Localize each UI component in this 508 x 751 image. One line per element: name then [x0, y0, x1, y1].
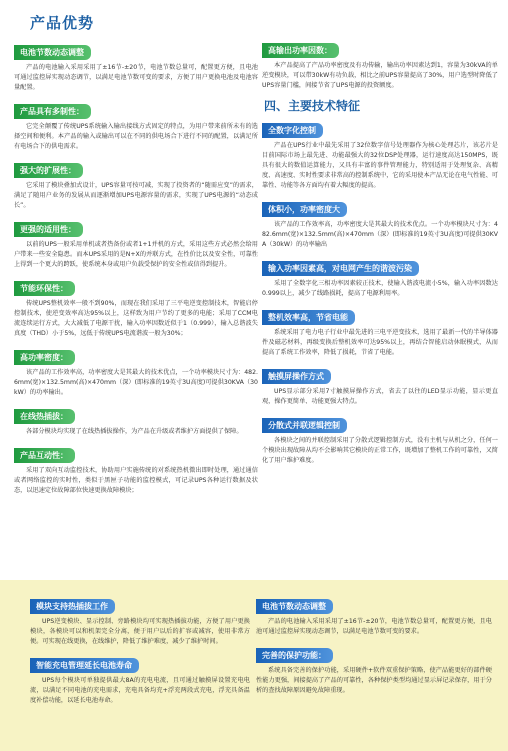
feature-tag: 产品具有多制性： — [14, 104, 91, 119]
feature-text: 它采用了模块叠加式设计，UPS容量可按可减，实现了投资者的“随需应变”的需求，满足了随用户业务的发展从而逐渐增加UPS电源容量的需求，实现了UPS电源的“动态成长”。 — [14, 182, 258, 209]
bottom-block — [30, 594, 250, 647]
tech-text: 该产品的工作效率高，功率密度大是其最大的技术优点。一个功率模块尺寸为：482.6mm(宽)×132.5mm(高)×470mm（深）(即标准的19英寸3U高度)可提供30KVA（30kW）的功率输出 — [262, 221, 498, 248]
page-title: 产品优势 — [30, 14, 95, 32]
tech-block — [262, 364, 498, 407]
tech-text: 采用了全数字化三相功率因素较正技术，使输入谐波电流小5%，输入功率因数达0.999以上，减少了线路损耗，提高了电源利用率。 — [262, 280, 498, 297]
tech-block — [262, 305, 498, 358]
tech-text: UPS显示部分采用7寸触摸屏操作方式，省去了以往的LED显示功能，显示更直观，操作更简单、功能更强大特点。 — [262, 388, 498, 405]
bottom-right-column — [256, 594, 492, 702]
feature-tag: 节能环保性： — [14, 281, 75, 296]
feature-text: 各部分模块均实现了在线热插拔操作，为产品在升级或者维护方面提供了保障。 — [26, 428, 243, 435]
feature-block — [14, 443, 258, 496]
tech-text: 产品在UPS行业中最先采用了32位数字信号处理器作为核心处理芯片，该芯片是目前国际市场上最先进、功能最强大的32位DSP处理器，运行速度高达150MPS，既具有很大的数值运算能力，又具有丰富的事件管理能力，特别适用于处理复杂、高精度、高速度、实时性要求非常高的控制系统中，它的采用使本产品无论在电气性能、可靠性、功能等各方面均有着大幅度的提高。 — [262, 142, 498, 189]
tech-tag: 触摸屏操作方式 — [262, 369, 331, 384]
section-heading: 四、主要技术特征 — [264, 99, 361, 113]
feature-text: 以前的UPS一般采用单机或者热备份或者1+1并机的方式，采用这些方式必然会给用户带来一些安全隐患。而本UPS采用的是N+X的并联方式，在性价比以及安全性，可靠性上得到一个更大的跨跃，使系统本身或用户负载受保护的安全性或信得到提升。 — [14, 241, 258, 268]
bottom-tag: 模块支持热插拔工作 — [30, 599, 115, 614]
bottom-tag: 完善的保护功能： — [256, 648, 333, 663]
bottom-text: UPS每个模块可单独提供最大8A的充电电流，且可通过触摸屏设置充电电流，以满足不同电池的充电需求，充电具备均充+浮充两段式充电，浮充具备温度补偿功能，以延长电池寿命。 — [30, 677, 250, 704]
tech-block — [262, 413, 498, 466]
tech-tag: 分散式并联逻辑控制 — [262, 418, 347, 433]
feature-text: 产品的电池输入采用采用了±16节-±20节，电池节数总量可，配置更方便，且电池可通过监控屏实现动态调节，以满足电池节数可变的要求，方便了用户更换电池及电池容量配置。 — [14, 64, 258, 91]
feature-block — [14, 217, 258, 270]
tech-tag: 输入功率因素高，对电网产生的谐波污染 — [262, 261, 419, 276]
feature-text: 本产品提高了产品功率密度及有功传输，输出功率因素达到1，容量为30kVA的单逆变模块，可以带30kW有功负载，相比之前UPS容量提高了30%，用户选型时降低了UPS容量门槛，间接节省了UPS电源的投资额度。 — [262, 62, 498, 89]
bottom-tag: 智能充电管理延长电池寿命 — [30, 658, 139, 673]
feature-text: 该产品的工作效率高，功率密度大是其最大的技术优点，一个功率模块尺寸为：482.6mm(宽)×132.5mm(高)×470mm（深）(即标准的19英寸3U高度)可提供30KVA（30kW）的功率输出。 — [14, 369, 258, 396]
bottom-text: 系统具备完善的保护功能，采用硬件+软件双重保护策略，使产品能更好的部件硬性能力更强，间接提高了产品的可靠性，各种保护类型均通过显示屏记录保存，用于分析的查找故障原因避免故障重现。 — [256, 667, 492, 694]
tech-block — [262, 256, 498, 299]
feature-block — [14, 99, 258, 152]
feature-tag: 更强的适用性： — [14, 222, 83, 237]
bottom-block — [30, 653, 250, 706]
feature-block — [14, 345, 258, 398]
feature-tag: 在线热插拔： — [14, 409, 75, 424]
feature-block — [262, 38, 498, 91]
feature-tag: 高功率密度： — [14, 350, 75, 365]
tech-text: 系统采用了电力电子行业中最先进的三电平逆变技术，选用了最新一代的半导体器件及磁芯材料，再级变换后整机效率可达95%以上，再结合智能启动休眠模式，从而提高了系统工作效率，降低了损耗，节省了电能。 — [262, 329, 498, 356]
feature-tag: 强大的扩展性： — [14, 163, 83, 178]
bottom-text: UPS逆变模块、显示控制、旁路模块均可实现热插拔功能，方便了用户更换模块，各模块可以和机架完全分离，便于用户以后的扩容或减容，使用非常方便。可实现在线更换，在线维护，降低了维护难度，减少了维护时间。 — [30, 618, 250, 645]
feature-block — [14, 404, 258, 437]
feature-text: 它完全颠覆了传统UPS系统输入输出接线方式固定的特点，为用户带来前所未有的选择空间和便利。本产品的输入或输出可以在不同的供电场合下进行不同的配置，以满足所有电场合下的供电需求。 — [14, 123, 258, 150]
bottom-tag: 电池节数动态调整 — [256, 599, 333, 614]
feature-block — [14, 276, 258, 339]
tech-text: 各模块之间的并联控制采用了分散式逻辑控制方式，没有主机与从机之分，任何一个模块出现故障从均不会影响其它模块的正常工作，既增加了整机工作的可靠性，又简化了用户维护难度。 — [262, 437, 498, 464]
bottom-block — [256, 594, 492, 637]
tech-block — [262, 197, 498, 250]
bottom-left-column — [30, 594, 250, 712]
feature-text: 采用了双向互动监控技术，协助用户实施传统的对系统热机微出即时处理，通过通信或者网络监控的实时性，类似于黑匣子功能的监控模式，可记录UPS各种运行数据及状态，以迅速定位故障部位快速更换故障模块； — [14, 467, 258, 494]
right-column — [262, 38, 498, 472]
feature-text: 传统UPS整机效率一般不到90%，而现在我们采用了三平电逆变控制技术，智能启停控制技术，使逆变效率高达95%以上，这样致为用户节约了更多的电能；采用了CCM电流连续运行方式，大大减低了电源干扰，输入功率因数近似于1（0.999），输入总谐波失真度（THD）小于5%，远低于传统UPS电流谐波一般为30%； — [14, 300, 258, 337]
bottom-block — [256, 643, 492, 696]
feature-tag: 产品互动性： — [14, 448, 75, 463]
feature-tag: 电池节数动态调整 — [14, 45, 91, 60]
bottom-text: 产品的电池输入采用采用了±16节-±20节，电池节数总量可，配置更方便，且电池可通过监控屏实现动态调节，以满足电池节数可变的要求。 — [256, 618, 492, 635]
left-column — [14, 40, 258, 502]
feature-block — [14, 158, 258, 211]
tech-tag: 全数字化控制 — [262, 123, 323, 138]
tech-block — [262, 118, 498, 191]
tech-tag: 体积小，功率密度大 — [262, 202, 347, 217]
tech-tag: 整机效率高，节省电能 — [262, 310, 355, 325]
feature-block — [14, 40, 258, 93]
feature-tag: 高输出功率因数： — [262, 43, 339, 58]
